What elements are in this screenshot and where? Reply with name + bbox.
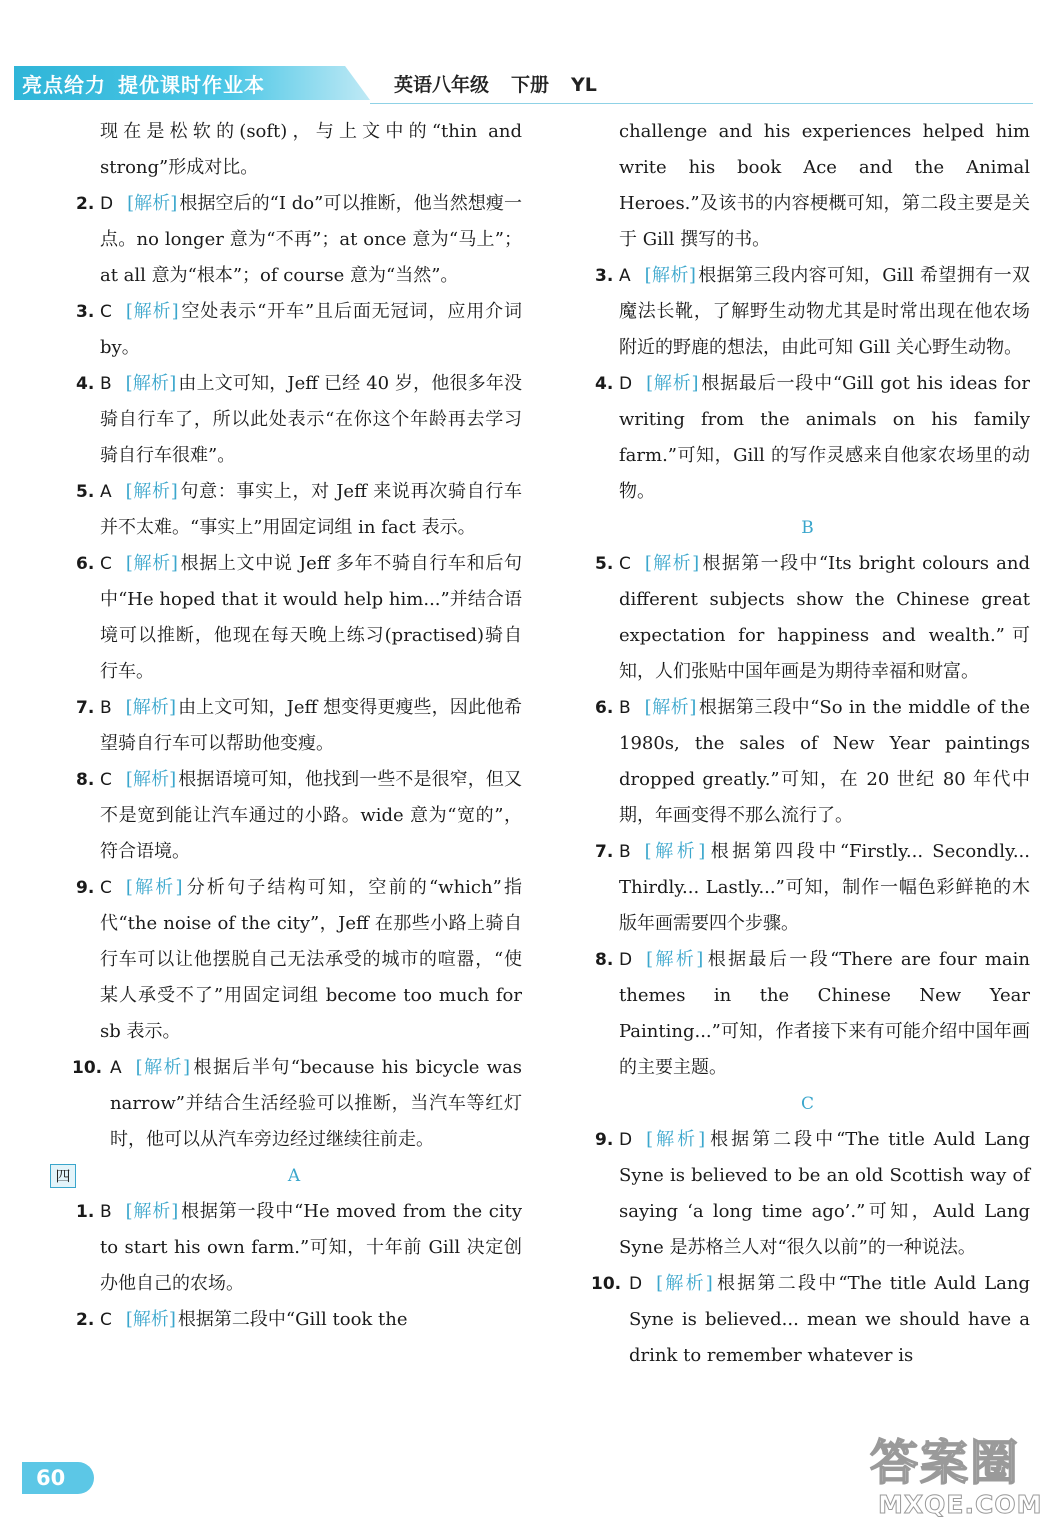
- answer-item: [66, 690, 522, 762]
- answer-letter: C: [100, 1310, 112, 1330]
- analysis-tag: [解析]: [125, 769, 177, 790]
- continued-paragraph: [66, 114, 522, 186]
- answer-item: [66, 1302, 522, 1338]
- right-column: [585, 114, 1030, 1374]
- passage-letter: B: [801, 518, 814, 538]
- item-number: 7.: [595, 842, 614, 862]
- answer-letter: C: [619, 554, 631, 574]
- answer-letter: A: [100, 482, 112, 502]
- explanation-text: 根据后半句“because his bicycle was narrow”并结合生活经验可以推断，当汽车等红灯时，他可以从汽车旁边经过继续往前走。: [110, 1057, 522, 1150]
- page-number: 60: [22, 1462, 94, 1494]
- answer-item: [585, 546, 1030, 690]
- item-number: 5.: [595, 554, 614, 574]
- explanation-text: 根据第二段中“The title Auld Lang Syne is believed to be an old Scottish way of saying ‘a long time ago’.”可知，Auld Lang Syne 是苏格兰人对“很久以前”的一种说法。: [619, 1129, 1030, 1258]
- analysis-tag: [解析]: [646, 1129, 706, 1150]
- item-number: 9.: [595, 1130, 614, 1150]
- explanation-text: 根据第一段中“Its bright colours and different subjects show the Chinese great expectation for happiness and wealth.”可知，人们张贴中国年画是为期待幸福和财富。: [619, 553, 1031, 682]
- item-number: 5.: [76, 482, 95, 502]
- answer-item: [585, 366, 1030, 510]
- passage-letter: C: [800, 1094, 814, 1114]
- explanation-text: 根据语境可知，他找到一些不是很窄，但又不是宽到能让汽车通过的小路。wide 意为“宽的”，符合语境。: [100, 769, 522, 862]
- analysis-tag: [解析]: [644, 553, 700, 574]
- analysis-tag: [解析]: [125, 697, 176, 718]
- answer-item: [66, 294, 522, 366]
- explanation-text: 根据第三段中“So in the middle of the 1980s, the sales of New Year paintings dropped greatly.”可知，在 20 世纪 80 年代中期，年画变得不那么流行了。: [619, 697, 1030, 826]
- answer-item: [66, 870, 522, 1050]
- item-number: 10.: [72, 1058, 103, 1078]
- answer-letter: B: [619, 698, 631, 718]
- explanation-text: 由上文可知，Jeff 想变得更瘦些，因此他希望骑自行车可以帮助他变瘦。: [100, 697, 522, 754]
- answer-item: [585, 1266, 1030, 1374]
- section-heading: [55, 1158, 522, 1194]
- answer-letter: A: [619, 266, 631, 286]
- answer-letter: C: [100, 302, 112, 322]
- answer-item: [585, 1122, 1030, 1266]
- volume-label: 下册: [511, 74, 550, 96]
- analysis-tag: [解析]: [125, 1201, 179, 1222]
- series-name: 提优课时作业本: [118, 73, 265, 97]
- explanation-text: 由上文可知，Jeff 已经 40 岁，他很多年没骑自行车了，所以此处表示“在你这个年龄再去学习骑自行车很难”。: [100, 373, 522, 466]
- answer-letter: D: [619, 374, 633, 394]
- continued-text: challenge and his experiences helped him write his book Ace and the Animal Heroes.”及该书的内容梗概可知，第二段主要是关于 Gill 撰写的书。: [619, 121, 1030, 250]
- item-number: 3.: [595, 266, 614, 286]
- item-number: 8.: [595, 950, 614, 970]
- page-header: [0, 62, 1053, 104]
- item-number: 4.: [595, 374, 614, 394]
- subject-label: 英语八年级: [394, 74, 490, 96]
- analysis-tag: [解析]: [125, 553, 178, 574]
- item-number: 1.: [76, 1202, 95, 1222]
- answer-item: [66, 1050, 522, 1158]
- answer-letter: D: [619, 1130, 633, 1150]
- answer-letter: D: [619, 950, 633, 970]
- analysis-tag: [解析]: [125, 373, 177, 394]
- answer-letter: C: [100, 770, 112, 790]
- analysis-tag: [解析]: [125, 1309, 176, 1330]
- explanation-text: 根据最后一段中“Gill got his ideas for writing from the animals on his family farm.”可知，Gill 的写作灵感来自他家农场里的动物。: [619, 373, 1031, 502]
- item-number: 8.: [76, 770, 95, 790]
- answer-letter: B: [100, 698, 112, 718]
- answer-item: [66, 186, 522, 294]
- continued-paragraph: [585, 114, 1030, 258]
- item-number: 6.: [595, 698, 614, 718]
- brand-title: [22, 69, 265, 98]
- answer-letter: B: [619, 842, 631, 862]
- answer-item: [66, 546, 522, 690]
- analysis-tag: [解析]: [135, 1057, 191, 1078]
- item-number: 6.: [76, 554, 95, 574]
- answer-item: [66, 474, 522, 546]
- answer-letter: C: [100, 554, 112, 574]
- answer-item: [66, 1194, 522, 1302]
- analysis-tag: [解析]: [125, 877, 183, 898]
- explanation-text: 根据第二段中“The title Auld Lang Syne is believed... mean we should have a drink to remember whatever is: [629, 1273, 1031, 1366]
- left-column: [55, 114, 523, 1338]
- explanation-text: 根据最后一段“There are four main themes in the Chinese New Year Painting...”可知，作者接下来有可能介绍中国年画的主要主题。: [619, 949, 1030, 1078]
- explanation-text: 根据第三段内容可知，Gill 希望拥有一双魔法长靴，了解野生动物尤其是时常出现在他农场附近的野鹿的想法，由此可知 Gill 关心野生动物。: [619, 265, 1031, 358]
- brand-name: 亮点给力: [22, 73, 106, 97]
- analysis-tag: [解析]: [644, 697, 697, 718]
- analysis-tag: [解析]: [656, 1273, 713, 1294]
- analysis-tag: [解析]: [127, 193, 178, 214]
- watermark-text: 答案圈: [870, 1435, 1021, 1491]
- answer-letter: D: [629, 1274, 643, 1294]
- item-number: 9.: [76, 878, 95, 898]
- analysis-tag: [解析]: [125, 301, 179, 322]
- analysis-tag: [解析]: [644, 265, 696, 286]
- answer-item: [66, 366, 522, 474]
- explanation-text: 根据空后的“I do”可以推断，他当然想瘦一点。no longer 意为“不再”；at once 意为“马上”；at all 意为“根本”；of course 意为“当然”。: [100, 193, 522, 286]
- answer-item: [585, 258, 1030, 366]
- analysis-tag: [解析]: [125, 481, 178, 502]
- answer-letter: C: [100, 878, 112, 898]
- answer-letter: D: [100, 194, 114, 214]
- explanation-text: 根据上文中说 Jeff 多年不骑自行车和后句中“He hoped that it would help him...”并结合语境可以推断，他现在每天晚上练习(practised)骑自行车。: [100, 553, 522, 682]
- answer-letter: A: [110, 1058, 122, 1078]
- item-number: 3.: [76, 302, 95, 322]
- edition-label: YL: [571, 74, 597, 96]
- item-number: 7.: [76, 698, 95, 718]
- watermark-logo: [862, 1418, 1043, 1526]
- item-number: 2.: [76, 194, 95, 214]
- answer-item: [585, 942, 1030, 1086]
- section-number-box: 四: [50, 1164, 76, 1188]
- answer-letter: B: [100, 1202, 112, 1222]
- item-number: 2.: [76, 1310, 95, 1330]
- answer-item: [585, 690, 1030, 834]
- continued-text: 现在是松软的(soft)，与上文中的“thin and strong”形成对比。: [100, 121, 522, 178]
- analysis-tag: [解析]: [644, 841, 706, 862]
- watermark-url: MXQE.COM: [878, 1490, 1043, 1519]
- answer-item: [585, 834, 1030, 942]
- book-title: [394, 70, 619, 97]
- answer-item: [66, 762, 522, 870]
- header-rule: [370, 103, 1033, 104]
- explanation-text: 根据第二段中“Gill took the: [177, 1309, 408, 1330]
- explanation-text: 句意：事实上，对 Jeff 来说再次骑自行车并不太难。“事实上”用固定词组 in fact 表示。: [100, 481, 522, 538]
- explanation-text: 分析句子结构可知，空前的“which”指代“the noise of the city”，Jeff 在那些小路上骑自行车可以让他摆脱自己无法承受的城市的喧嚣，“使某人承受不了”用固定词组 become too much for sb 表示。: [100, 877, 522, 1042]
- analysis-tag: [解析]: [646, 949, 704, 970]
- item-number: 4.: [76, 374, 95, 394]
- explanation-text: 空处表示“开车”且后面无冠词，应用介词 by。: [100, 301, 523, 358]
- analysis-tag: [解析]: [646, 373, 699, 394]
- item-number: 10.: [591, 1274, 622, 1294]
- answer-letter: B: [100, 374, 112, 394]
- explanation-text: 根据第四段中“Firstly... Secondly... Thirdly... Lastly...”可知，制作一幅色彩鲜艳的木版年画需要四个步骤。: [619, 841, 1030, 934]
- passage-letter: A: [287, 1166, 301, 1186]
- explanation-text: 根据第一段中“He moved from the city to start his own farm.”可知，十年前 Gill 决定创办他自己的农场。: [100, 1201, 523, 1294]
